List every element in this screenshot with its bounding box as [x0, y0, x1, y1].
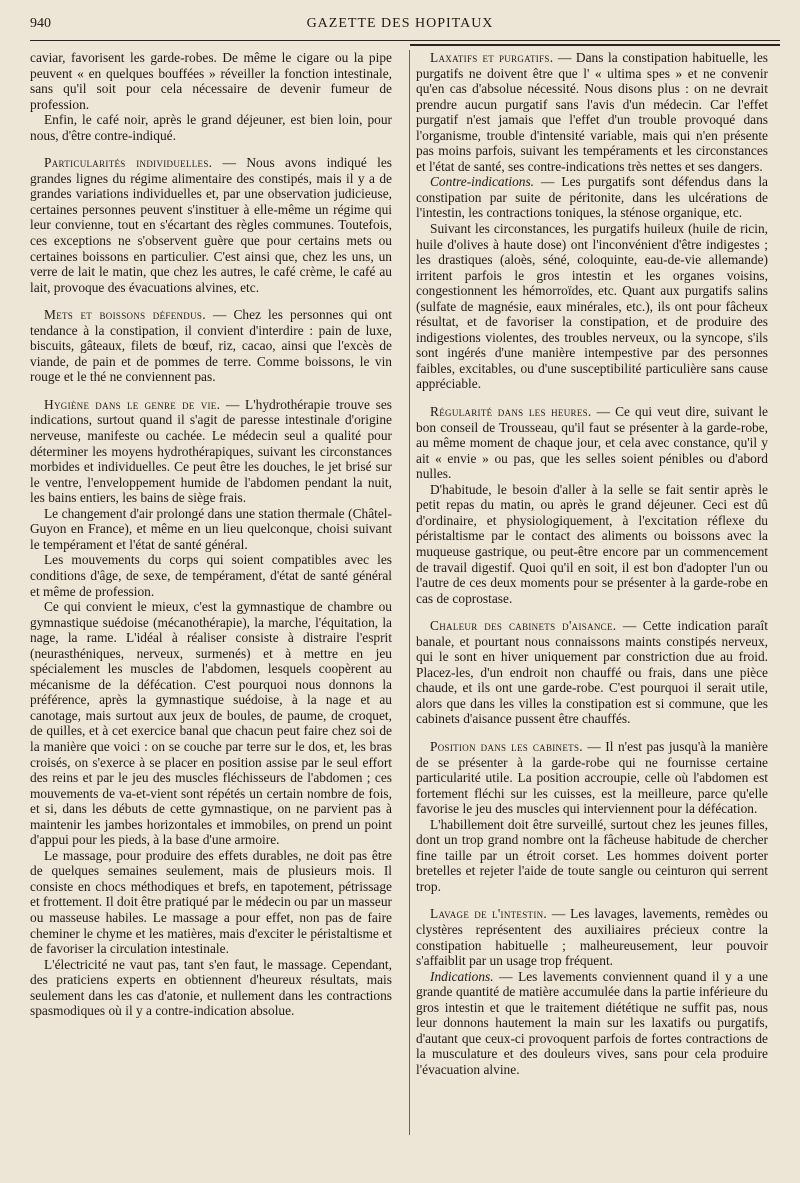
paragraph-text: Les mouvements du corps qui soient compatibles avec les conditions d'âge, de sexe, de tempérament, d'état de santé général et même de profession. [30, 552, 392, 599]
section-heading: Laxatifs et purgatifs. [430, 50, 554, 65]
paragraph-text: — L'hydrothérapie trouve ses indications, surtout quand il s'agit de paresse intestinale d'origine nerveuse, manifeste ou cachée. Le médecin seul a qualité pour déterminer les moyens hydrothérapiques, suivant les circonstances morbides et individuelles. Ce peut être les douches, le jet brisé sur le ventre, l'enveloppement humide de l'abdomen pendant la nuit, les bains entiers, les bains de siège frais. [30, 396, 393, 506]
paragraph-text: Enfin, le café noir, après le grand déjeuner, est bien loin, pour nous, d'être contre-indiqué. [30, 112, 392, 143]
paragraph-text: D'habitude, le besoin d'aller à la selle se fait sentir après le petit repas du matin, ou après le grand déjeuner. Ceci est dû d'ordinaire, et physiologiquement, à l'excitation réflexe du péristaltisme par le contact des aliments ou boissons avec la muqueuse gastrique, ou peut-être encore par un commencement de travail digestif. Quoi qu'il en soit, il est bon d'adopter l'un ou l'autre de ces deux moments pour se présenter à la garde-robe en cas de coprostase. [416, 481, 768, 606]
paragraph [30, 599, 392, 848]
left-column [30, 50, 392, 1019]
section-paragraph [416, 906, 768, 968]
paragraph-text: Suivant les circonstances, les purgatifs huileux (huile de ricin, huile d'olives à haute dose) ont l'inconvénient d'être indigestes ; les drastiques (aloès, séné, coloquinte, eau-de-vie allemande) irritent parfois le gros intestin et les organes voisins, congestionnent les hémorroïdes, etc. Quant aux purgatifs salins (sulfate de magnésie, eaux minérales, etc.), ils ont pour fâcheux résultat, et de favoriser la constipation, et de produire des indigestions violentes, des troubles nerveux, ou la syncope, s'ils sont ingérés d'une manière intempestive par des personnes faibles, excitables, ou d'une susceptibilité particulière sans cause appréciable. [416, 221, 768, 392]
paragraph [30, 552, 392, 599]
paragraph [416, 969, 768, 1078]
running-title: GAZETTE DES HOPITAUX [306, 16, 494, 31]
section-heading: Position dans les cabinets. [430, 738, 583, 754]
paragraph-text: — Les purgatifs sont défendus dans la constipation par suite de péritonite, dans les ulcérations de l'intestin, les contractions toniques, la sténose organique, etc. [416, 174, 768, 221]
paragraph-text: — Les lavages, lavements, remèdes ou clystères représentent des auxiliaires précieux contre la constipation habituelle ; malheureusement, leur pouvoir s'affaiblit par un usage trop fréquent. [416, 906, 768, 969]
paragraph-text: — Ce qui veut dire, suivant le bon conseil de Trousseau, qu'il faut se présenter à la garde-robe, au même moment de chaque jour, et cela avec constance, qu'il y ait « envie » ou pas, que les selles soient pénibles ou d'abord nulles. [416, 404, 768, 482]
section-paragraph [416, 50, 768, 174]
paragraph-text: Le changement d'air prolongé dans une station thermale (Châtel-Guyon en France), et même en un lieu quelconque, choisi suivant le tempérament et l'état de santé général. [30, 505, 392, 552]
header-rule [30, 40, 780, 41]
paragraph [30, 50, 392, 112]
paragraph [416, 817, 768, 895]
paragraph [30, 112, 392, 143]
section-heading: Régularité dans les heures. [430, 404, 592, 420]
section-paragraph [416, 618, 768, 727]
right-column [416, 50, 768, 1077]
section-heading: Hygiène dans le genre de vie. [44, 396, 221, 412]
italic-subheading: Contre-indications. [430, 174, 535, 190]
paragraph-text: — Cette indication paraît banale, et pourtant nous connaissons maints constipés nerveux, qui le sont en hiver uniquement par constriction due au froid. Placez-les, d'un endroit non chauffé ou frais, dans une pièce chaude, et ils ont une garde-robe. C'est pourquoi il serait utile, alors que dans les villes la constipation est si commune, que les cabinets d'aisance pussent être chauffés. [416, 618, 768, 727]
paragraph-text: — Les lavements conviennent quand il y a une grande quantité de matière accumulée dans la partie inférieure du gros intestin et que le traitement diététique ne suffit pas, nous leur donnons hautement la main sur les laxatifs ou purgatifs, d'autant que ceux-ci provoquent parfois de fortes contractions de la musculature et des douleurs vives, sans pour cela produire l'évacuation alvine. [416, 968, 768, 1077]
paragraph [416, 221, 768, 392]
paragraph [30, 957, 392, 1019]
page-header [20, 14, 780, 38]
paragraph [416, 174, 768, 221]
paragraph-text: L'habillement doit être surveillé, surtout chez les jeunes filles, dont un trop grand nombre ont la fâcheuse habitude de chercher fine taille par un étroit corset. Les hommes doivent porter bretelles et rejeter l'aide de toute sangle ou ceinturon qui serrent trop. [416, 816, 768, 894]
paragraph-text: — Chez les personnes qui ont tendance à la constipation, il convient d'interdire : pain de luxe, biscuits, gâteaux, filets de bœuf, riz, cacao, ainsi que l'excès de viande, de pain et de pommes de terre. Comme boissons, le vin rouge et le thé ne conviennent pas. [30, 307, 392, 385]
paragraph [416, 482, 768, 606]
paragraph [30, 848, 392, 957]
paragraph-text: — Dans la constipation habituelle, les purgatifs ne doivent être que l' « ultima spes » et ne convenir qu'en cas d'absolue nécessité. Nous disons plus : on ne devrait prendre aucun purgatif sans l'avis d'un médecin. Car l'effet purgatif n'est jamais que l'effet d'un trouble provoqué dans l'organisme, trouble d'intensité variable, mais qui n'en présente pas moins parfois, suivant les tempéraments et les circonstances et l'état de santé, ses contre-indications très nettes et ses dangers. [416, 50, 768, 174]
header-rule-thick [410, 44, 780, 46]
page-number: 940 [30, 16, 51, 31]
paragraph-text: — Il n'est pas jusqu'à la manière de se présenter à la garde-robe qui ne fournisse certaine particularité utile. La position accroupie, celle où l'abdomen est fortement fléchi sur les cuisses, est la meilleure, parce qu'elle favorise le jeu des muscles qui interviennent pour la défécation. [416, 738, 768, 817]
section-heading: Chaleur des cabinets d'aisance. [430, 618, 617, 634]
paragraph-text: caviar, favorisent les garde-robes. De même le cigare ou la pipe peuvent « en quelques bouffées » réveiller la fonction intestinale, sans qu'il soit pour cela nécessaire de devenir fumeur de profession. [30, 50, 392, 112]
paragraph-text: — Nous avons indiqué les grandes lignes du régime alimentaire des constipés, mais il y a de grandes variations individuelles et, par une observation judicieuse, certaines personnes peuvent s'instituer à elle-même un régime qui leur convienne, tout en s'écartant des règles communes. Toutefois, ces exceptions ne s'observent guère que pour certains mets ou certaines boissons en particulier. C'est ainsi que, chez les uns, un verre de lait le matin, que chez les autres, le café crème, le café au lait, provoque des évacuations alvines, etc. [30, 155, 392, 295]
paragraph [30, 506, 392, 553]
section-heading: Mets et boissons défendus. [44, 307, 206, 323]
section-heading: Lavage de l'intestin. [430, 906, 548, 922]
section-paragraph [30, 397, 392, 506]
section-paragraph [416, 739, 768, 817]
section-heading: Particularités individuelles. [44, 155, 213, 171]
section-paragraph [416, 404, 768, 482]
paragraph-text: L'électricité ne vaut pas, tant s'en faut, le massage. Cependant, des praticiens experts en obtiennent d'heureux résultats, mais seulement dans les cas d'atonie, et nullement dans les contractions spasmodiques où il y a contre-indication absolue. [30, 956, 392, 1019]
paragraph-text: Ce qui convient le mieux, c'est la gymnastique de chambre ou gymnastique suédoise (mécanothérapie), la marche, l'équitation, la nage, la rame. L'idéal à réaliser consiste à distraire l'esprit (neurasthéniques, nerveux, surmenés) et à mettre en jeu spécialement les muscles de l'abdomen, lesquels coopèrent au mécanisme de la défécation. C'est pourquoi nous donnons la préférence, après la gymnastique suédoise, à la nage et au canotage, mais surtout aux jeux de boules, de paume, de croquet, de quilles, et à cet exercice banal que chacun peut faire chez soi de la manière que voici : on se couche par terre sur le dos, et, les bras croisés, on s'exerce à se placer en position assise par le seul effort des reins et par le jeu des muscles fléchisseurs de l'abdomen ; ces mouvements de va-et-vient sont répétés un certain nombre de fois, et si, dans les débuts de cette gymnastique, on ne parvient pas à maintenir les jambes horizontales et immobiles, on prend un point d'appui pour les pieds, à la base d'une armoire. [30, 599, 392, 848]
section-paragraph [30, 155, 392, 295]
paragraph-text: Le massage, pour produire des effets durables, ne doit pas être de quelques semaines seulement, mais de plusieurs mois. Il consiste en chocs méthodiques et brefs, en tapotement, pétrissage et frottement. Il doit être pratiqué par le médecin ou par un masseur ou masseuse habiles. Le massage a pour effet, non pas de faire cheminer le chyme et les matières, mais d'exciter le péristaltisme et de favoriser la circulation intestinale. [30, 847, 392, 957]
column-divider [409, 50, 410, 1135]
italic-subheading: Indications. [430, 968, 494, 984]
section-paragraph [30, 307, 392, 385]
